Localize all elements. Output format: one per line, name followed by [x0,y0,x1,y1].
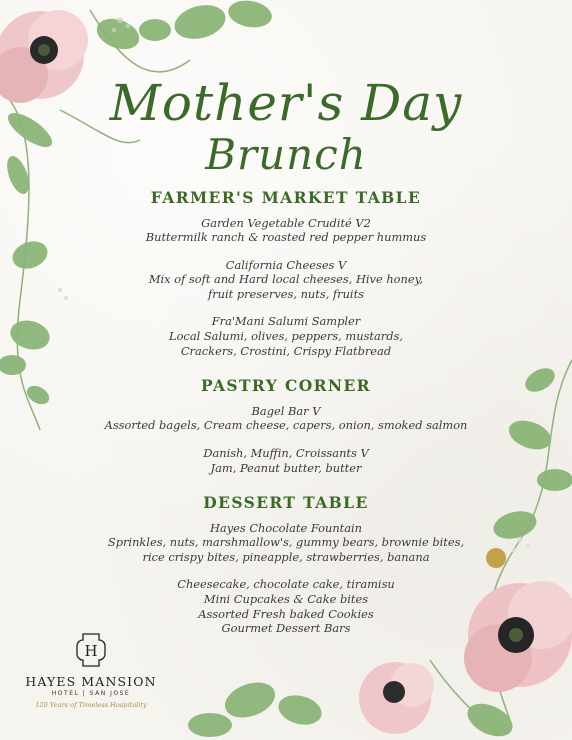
menu-item [0,577,572,635]
item-description: Gourmet Dessert Bars [221,621,351,636]
page-title-line2: Brunch [205,130,367,179]
item-description: Jam, Peanut butter, butter [210,460,362,475]
item-name: California Cheeses V [225,257,347,272]
menu-section-dessert-table [0,495,572,636]
item-name: Cheesecake, chocolate cake, tiramisu [177,577,395,592]
menu-section-farmers-market [0,190,572,358]
item-description: Crackers, Crostini, Crispy Flatbread [180,343,392,358]
section-title: PASTRY CORNER [201,376,371,396]
brand-subtitle: HOTEL | SAN JOSE [51,690,131,697]
menu [0,190,572,656]
item-name: Fra'Mani Salumi Sampler [211,314,361,329]
item-description: Buttermilk ranch & roasted red pepper hummus [145,230,427,245]
item-description: rice crispy bites, pineapple, strawberries, banana [142,549,430,564]
item-description: Assorted bagels, Cream cheese, capers, onion, smoked salmon [104,418,468,433]
menu-item [0,258,572,302]
page-title-line1: Mother's Day [109,74,463,132]
brand-tagline: 120 Years of Timeless Hospitality [35,701,147,709]
item-name: Danish, Muffin, Croissants V [203,445,369,460]
menu-item [0,216,572,245]
menu-item [0,446,572,475]
item-description: Sprinkles, nuts, marshmallow's, gummy bears, brownie bites, [107,535,465,550]
section-title: FARMER'S MARKET TABLE [150,188,422,207]
item-description: Local Salumi, olives, peppers, mustards, [169,329,403,344]
section-title: DESSERT TABLE [203,493,369,513]
menu-section-pastry-corner [0,378,572,475]
menu-item [0,521,572,565]
brand-name: HAYES MANSION [25,674,157,689]
menu-item [0,314,572,358]
item-description: Mini Cupcakes & Cake bites [203,592,369,606]
menu-item [0,404,572,433]
item-name: Hayes Chocolate Fountain [209,520,363,535]
item-description: fruit preserves, nuts, fruits [207,286,364,301]
item-description: Assorted Fresh baked Cookies [198,606,374,621]
item-name: Bagel Bar V [251,403,321,418]
monogram-icon [71,632,111,668]
monogram-letter: H [84,642,98,660]
hayes-mansion-logo [22,632,160,709]
item-description: Mix of soft and Hard local cheeses, Hive honey, [148,272,424,287]
item-name: Garden Vegetable Crudité V2 [201,215,371,230]
